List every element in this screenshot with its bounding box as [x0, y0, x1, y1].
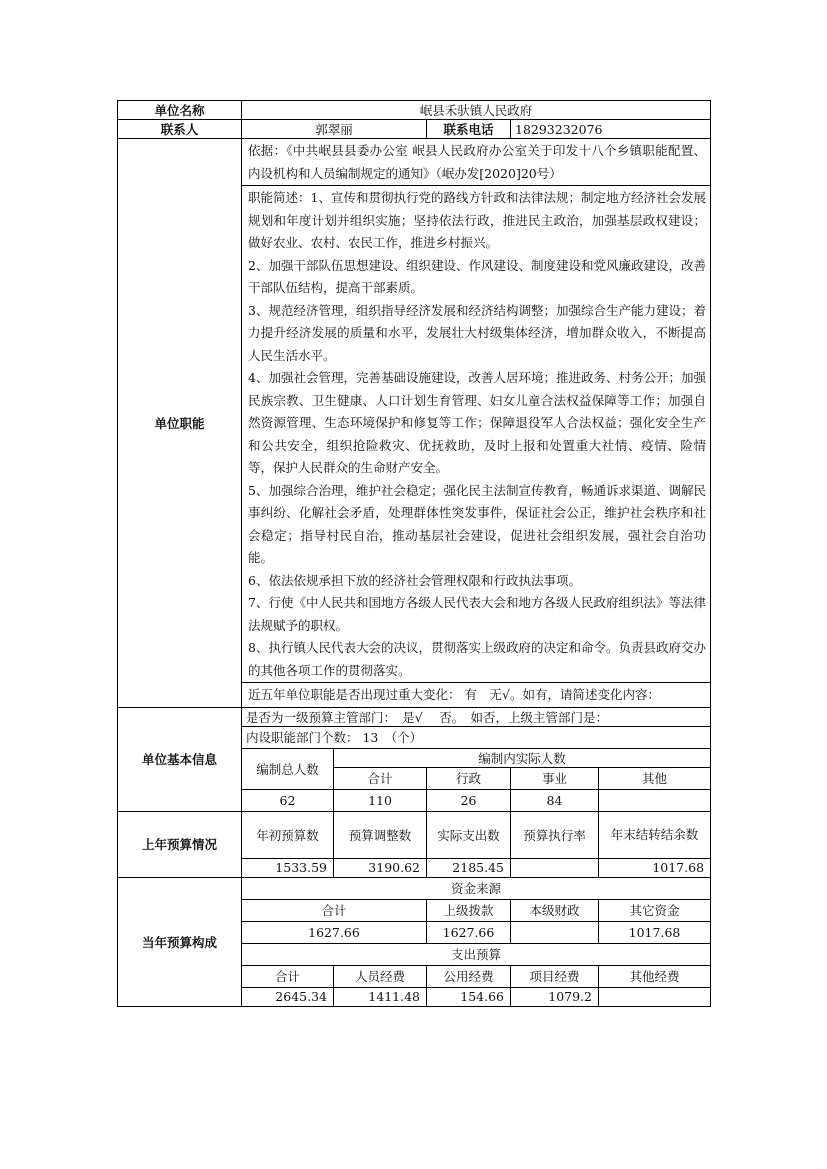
- expense-public-value: 154.66: [427, 987, 511, 1006]
- expense-other-header: 其他经费: [599, 965, 711, 987]
- duty-item: 6、依法依规承担下放的经济社会管理权限和行政执法事项。: [248, 572, 581, 588]
- duty-item: 5、加强综合治理，维护社会稳定；强化民主法制宣传教育，畅通诉求渠道、调解民事纠纷、化解社会矛盾，处理群体性突发事件，保证社会公正，维护社会秩序和社会稳定；指导村民自治，推动基层社会建设，促进社会组织发展，强社会自治功能。: [248, 482, 707, 565]
- duty-item: 2、加强干部队伍思想建设、组织建设、作风建设、制度建设和党风廉政建设，改善干部队伍结构，提高干部素质。: [248, 257, 707, 295]
- phone-label: 联系电话: [427, 120, 511, 139]
- last-year-v1: 1533.59: [242, 858, 334, 877]
- duty-item: 4、加强社会管理，完善基础设施建设，改善人居环境；推进政务、村务公开；加强民族宗教、卫生健康、人口计划生育管理、妇女儿童合法权益保障等工作；加强自然资源管理、生态环境保护和修复等工作；保障退役军人合法权益；强化安全生产和公共安全，组织抢险救灾、优抚救助，及时上报和处置重大社情、疫情、险情等，保护人民群众的生命财产安全。: [248, 370, 707, 475]
- unit-name-value: 岷县禾驮镇人民政府: [242, 101, 711, 120]
- duties-basis: [242, 139, 711, 186]
- expense-staff-header: 人员经费: [334, 965, 427, 987]
- expense-project-value: 1079.2: [511, 987, 599, 1006]
- last-year-h3: 实际支出数: [427, 811, 511, 858]
- staff-total-value: 62: [242, 789, 334, 811]
- staff-other-value: [599, 789, 711, 811]
- expense-staff-value: 1411.48: [334, 987, 427, 1006]
- basis-text: 依据：《中共岷县县委办公室 岷县人民政府办公室关于印发十八个乡镇职能配置、内设机构和人员编制规定的通知》（岷办发[2020]20号）: [248, 143, 707, 181]
- staff-inst-header: 事业: [511, 767, 599, 789]
- last-year-h5: 年末结转结余数: [599, 811, 711, 858]
- funding-local-header: 本级财政: [511, 899, 599, 921]
- staff-inst-value: 84: [511, 789, 599, 811]
- last-year-v3: 2185.45: [427, 858, 511, 877]
- expense-public-header: 公用经费: [427, 965, 511, 987]
- funding-other-header: 其它资金: [599, 899, 711, 921]
- phone-value: 18293232076: [511, 120, 711, 139]
- primary-budget-row: 是否为一级预算主管部门： 是√ 否。 如否，上级主管部门是：: [242, 707, 711, 726]
- funding-local-value: [511, 921, 599, 943]
- funding-sum-header: 合计: [242, 899, 427, 921]
- staff-admin-header: 行政: [427, 767, 511, 789]
- last-year-label: 上年预算情况: [118, 811, 242, 877]
- staff-sum-header: 合计: [334, 767, 427, 789]
- current-year-label: 当年预算构成: [118, 877, 242, 1006]
- expense-sum-header: 合计: [242, 965, 334, 987]
- duties-label: 单位职能: [118, 139, 242, 708]
- staff-admin-value: 26: [427, 789, 511, 811]
- expense-sum-value: 2645.34: [242, 987, 334, 1006]
- funding-upper-header: 上级拨款: [427, 899, 511, 921]
- duty-item: 3、规范经济管理，组织指导经济发展和经济结构调整；加强综合生产能力建设；着力提升经济发展的质量和水平，发展壮大村级集体经济，增加群众收入，不断提高人民生活水平。: [248, 302, 707, 363]
- contact-label: 联系人: [118, 120, 242, 139]
- expense-other-value: [599, 987, 711, 1006]
- staff-other-header: 其他: [599, 767, 711, 789]
- last-year-v2: 3190.62: [334, 858, 427, 877]
- duty-item: 7、行使《中人民共和国地方各级人民代表大会和地方各级人民政府组织法》等法律法规赋予的职权。: [248, 595, 707, 633]
- staff-actual-header: 编制内实际人数: [334, 748, 711, 767]
- staff-total-header: 编制总人数: [242, 748, 334, 789]
- funding-other-value: 1017.68: [599, 921, 711, 943]
- staff-sum-value: 110: [334, 789, 427, 811]
- contact-value: 郭翠丽: [242, 120, 427, 139]
- change-note-text: 近五年单位职能是否出现过重大变化： 有 无√。如有，请简述变化内容：: [248, 687, 660, 702]
- last-year-v5: 1017.68: [599, 858, 711, 877]
- unit-name-label: 单位名称: [118, 101, 242, 120]
- basic-info-label: 单位基本信息: [118, 707, 242, 811]
- budget-info-table: [117, 100, 711, 1007]
- expense-title: 支出预算: [242, 943, 711, 965]
- duties-description: [242, 186, 711, 683]
- last-year-h2: 预算调整数: [334, 811, 427, 858]
- internal-depts-row: 内设职能部门个数： 13 （个）: [242, 726, 711, 748]
- duties-change: [242, 683, 711, 708]
- last-year-h1: 年初预算数: [242, 811, 334, 858]
- funding-sum-value: 1627.66: [242, 921, 427, 943]
- expense-project-header: 项目经费: [511, 965, 599, 987]
- duty-item: 职能简述：1、宣传和贯彻执行党的路线方针政和法律法规；制定地方经济社会发展规划和年度计划并组织实施；坚持依法行政，推进民主政治，加强基层政权建设；做好农业、农村、农民工作，推进乡村振兴。: [248, 190, 707, 250]
- last-year-h4: 预算执行率: [511, 811, 599, 858]
- duty-item: 8、执行镇人民代表大会的决议，贯彻落实上级政府的决定和命令。负责县政府交办的其他各项工作的贯彻落实。: [248, 640, 707, 678]
- funding-upper-value: 1627.66: [427, 921, 511, 943]
- funding-title: 资金来源: [242, 877, 711, 899]
- last-year-v4: [511, 858, 599, 877]
